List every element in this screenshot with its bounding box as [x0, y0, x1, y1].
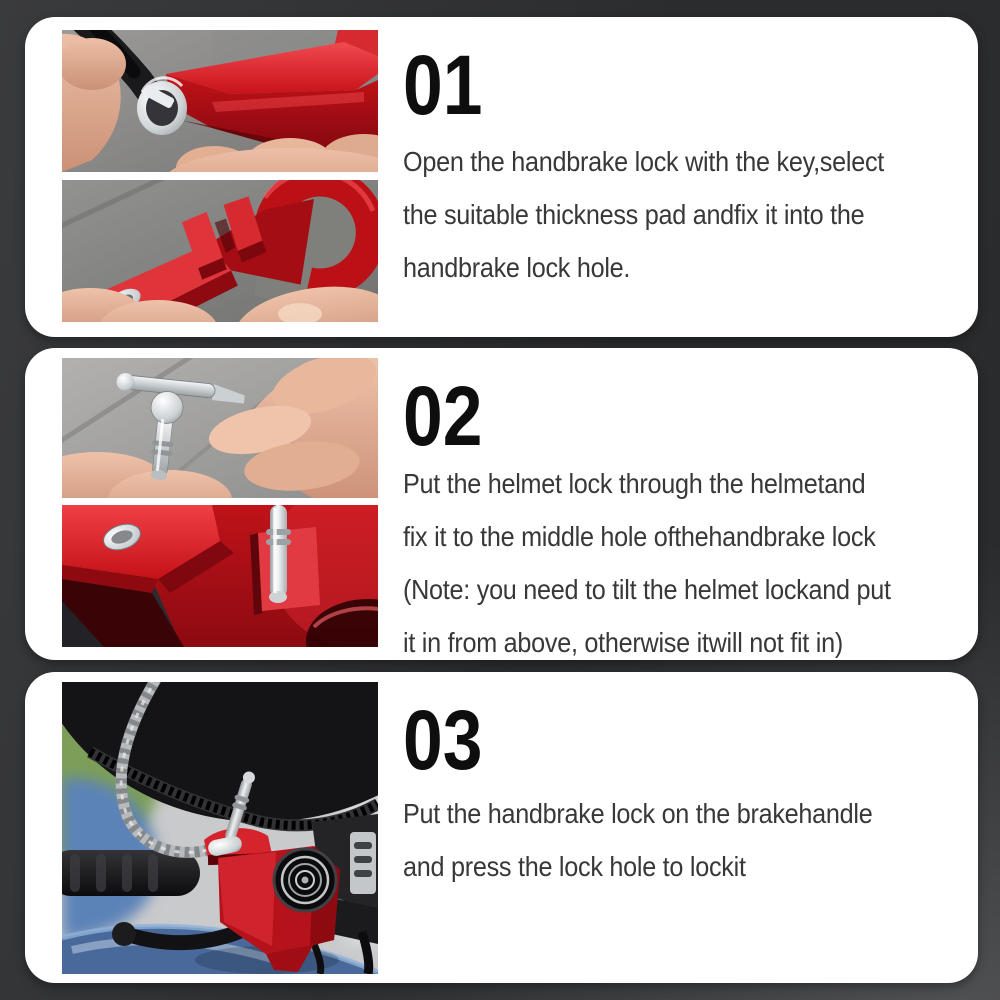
step-number: 01 [403, 38, 483, 132]
instruction-line: the suitable thickness pad andfix it into the [403, 199, 865, 230]
step1-photo-key-unlock-icon [62, 30, 378, 172]
instruction-line: and press the lock hole to lockit [403, 851, 746, 882]
step-instructions [403, 787, 872, 893]
instruction-line: Put the handbrake lock on the brakehandle [403, 798, 873, 829]
instruction-line: fix it to the middle hole ofthehandbrake lock [403, 521, 876, 552]
step-instructions [403, 135, 884, 294]
step-number: 03 [403, 693, 483, 787]
step-card-1 [25, 17, 978, 337]
step-instructions [403, 457, 891, 669]
instruction-line: it in from above, otherwise itwill not fit in) [403, 627, 843, 658]
step-number: 02 [403, 369, 483, 463]
instruction-line: handbrake lock hole. [403, 252, 631, 283]
instruction-line: Put the helmet lock through the helmetand [403, 468, 866, 499]
step-card-2 [25, 348, 978, 660]
step2-photo-helmet-pin-hand-icon [62, 358, 378, 498]
instruction-line: (Note: you need to tilt the helmet lockand put [403, 574, 891, 605]
step2-photo-pin-inserted-icon [62, 505, 378, 647]
instruction-line: Open the handbrake lock with the key,select [403, 146, 885, 177]
step3-photo-lock-on-handlebar-icon [62, 682, 378, 974]
step1-photo-pad-bracket-icon [62, 180, 378, 322]
step-card-3 [25, 672, 978, 983]
